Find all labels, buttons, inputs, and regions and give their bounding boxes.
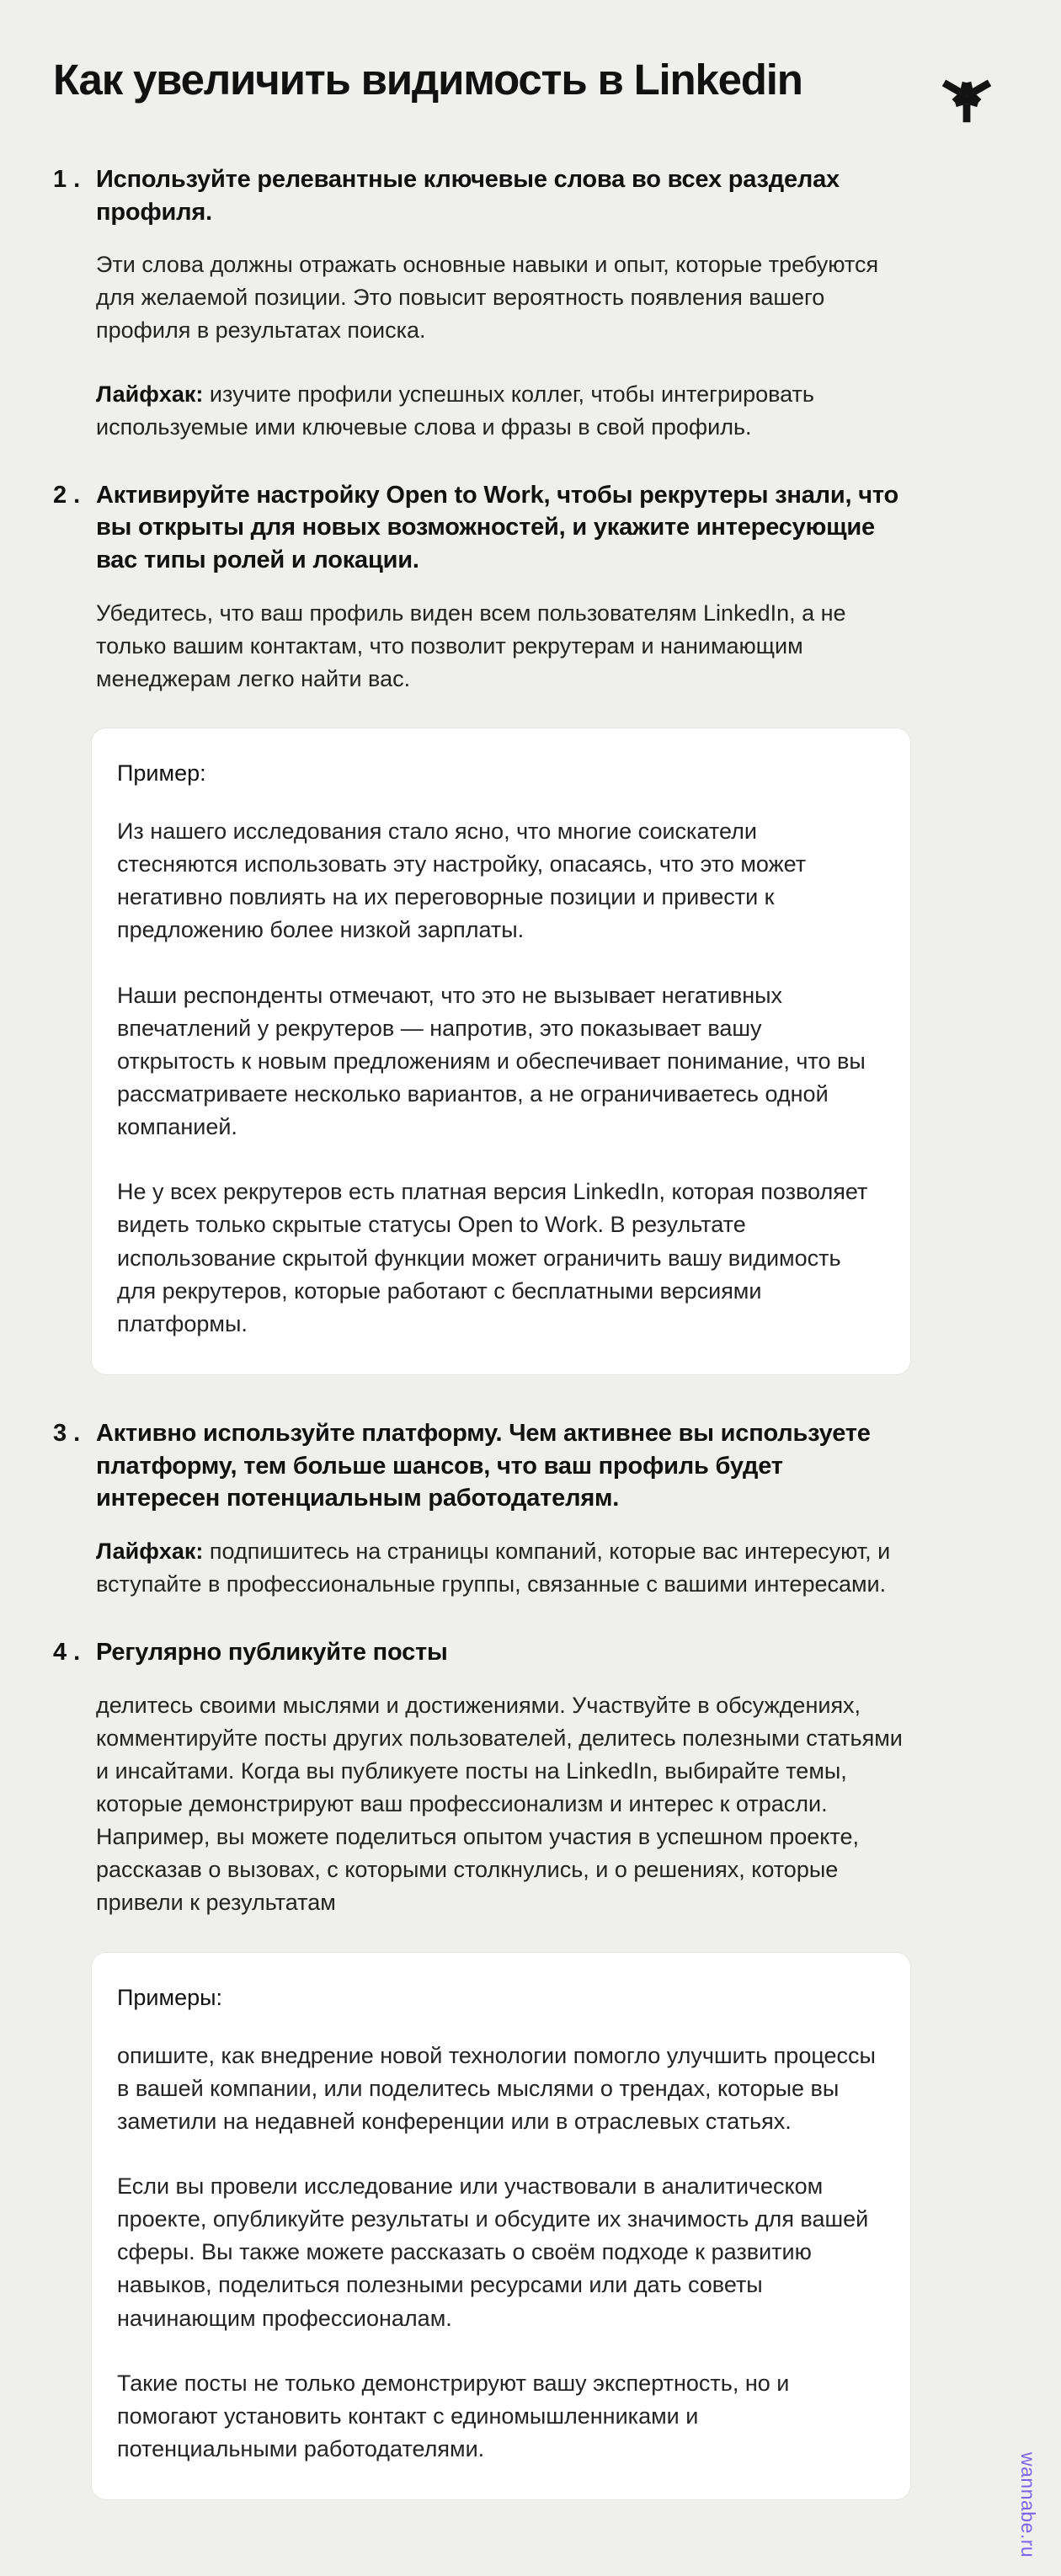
page-header	[53, 52, 1012, 126]
item-paragraph: Эти слова должны отражать основные навыки и опыт, которые требуются для желаемой позиции. Это повысит вероятность появления вашего профиля в результатах поиска.	[96, 252, 879, 344]
card-label: Примеры:	[117, 1984, 223, 2010]
item-content	[96, 479, 911, 1382]
item-heading: Регулярно публикуйте посты	[96, 1638, 448, 1666]
list-item-3	[53, 1417, 1012, 1601]
examples-card	[91, 1952, 911, 2501]
card-paragraph: Если вы провели исследование или участвовали в аналитическом проекте, опубликуйте результаты и обсудите их значимость для вашей сферы. Вы также можете рассказать о своём подходе к развитию навыков, поделиться полезными ресурсами или дать советы начинающим профессионалам.	[117, 2173, 869, 2331]
card-label: Пример:	[117, 760, 206, 786]
lifehack-label: Лайфхак:	[96, 1538, 204, 1564]
item-content	[96, 1417, 911, 1601]
lifehack-paragraph	[96, 378, 911, 444]
card-paragraph: Не у всех рекрутеров есть платная версия LinkedIn, которая позволяет видеть только скрытые статусы Open to Work. В результате использование скрытой функции может ограничить вашу видимость для рекрутеров, которые работают с бесплатными версиями платформы.	[117, 1179, 868, 1336]
list-item-2	[53, 479, 1012, 1382]
item-heading: Активно используйте платформу. Чем активнее вы используете платформу, тем больше шансов, что ваш профиль будет интересен потенциальным работодателям.	[96, 1420, 871, 1512]
card-paragraph: Из нашего исследования стало ясно, что многие соискатели стесняются использовать эту настройку, опасаясь, что это может негативно повлиять на их переговорные позиции и привести к предложению более низкой зарплаты.	[117, 819, 807, 943]
lifehack-paragraph	[96, 1535, 911, 1601]
list-item-4	[53, 1636, 1012, 2507]
card-paragraph: опишите, как внедрение новой технологии помогло улучшить процессы в вашей компании, или поделитесь мыслями о трендах, которые вы заметили на недавней конференции или в отраслевых статьях.	[117, 2042, 876, 2134]
lifehack-label: Лайфхак:	[96, 381, 204, 407]
lifehack-text: изучите профили успешных коллег, чтобы интегрировать используемые ими ключевые слова и фразы в свой профиль.	[96, 381, 814, 440]
item-number: 2 .	[53, 481, 81, 509]
item-number: 4 .	[53, 1638, 81, 1666]
item-heading: Используйте релевантные ключевые слова во всех разделах профиля.	[96, 166, 840, 226]
list-item-1	[53, 163, 1012, 444]
lifehack-text: подпишитесь на страницы компаний, которые вас интересуют, и вступайте в профессиональные группы, связанные с вашими интересами.	[96, 1538, 891, 1597]
item-heading: Активируйте настройку Open to Work, чтобы рекрутеры знали, что вы открыты для новых возможностей, и укажите интересующие вас типы ролей и локации.	[96, 481, 898, 573]
item-paragraph: Убедитесь, что ваш профиль виден всем пользователям LinkedIn, а не только вашим контактам, что позволит рекрутерам и нанимающим менеджерам легко найти вас.	[96, 600, 846, 691]
item-paragraph: делитесь своими мыслями и достижениями. Участвуйте в обсуждениях, комментируйте посты других пользователей, делитесь полезными статьями и инсайтами. Когда вы публикуете посты на LinkedIn, выбирайте темы, которые демонстрируют ваш профессионализм и интерес к отрасли. Например, вы можете поделиться опытом участия в успешном проекте, рассказав о вызовах, с которыми столкнулись, и о решениях, которые привели к результатам	[96, 1692, 903, 1916]
item-number: 1 .	[53, 166, 81, 193]
card-paragraph: Такие посты не только демонстрируют вашу экспертность, но и помогают установить контакт с единомышленниками и потенциальными работодателями.	[117, 2370, 790, 2462]
card-paragraph: Наши респонденты отмечают, что это не вызывает негативных впечатлений у рекрутеров — напротив, это показывает вашу открытость к новым предложениям и обеспечивает понимание, что вы рассматриваете несколько вариантов, а не ограничиваетесь одной компанией.	[117, 982, 866, 1140]
item-content	[96, 163, 911, 444]
example-card	[91, 728, 911, 1375]
wannabe-arrows-logo-icon	[933, 52, 1000, 126]
watermark-site-credit: wannabe.ru	[1017, 2451, 1039, 2558]
item-number: 3 .	[53, 1420, 81, 1447]
item-content	[96, 1636, 911, 2507]
page-title: Как увеличить видимость в Linkedin	[53, 56, 802, 104]
